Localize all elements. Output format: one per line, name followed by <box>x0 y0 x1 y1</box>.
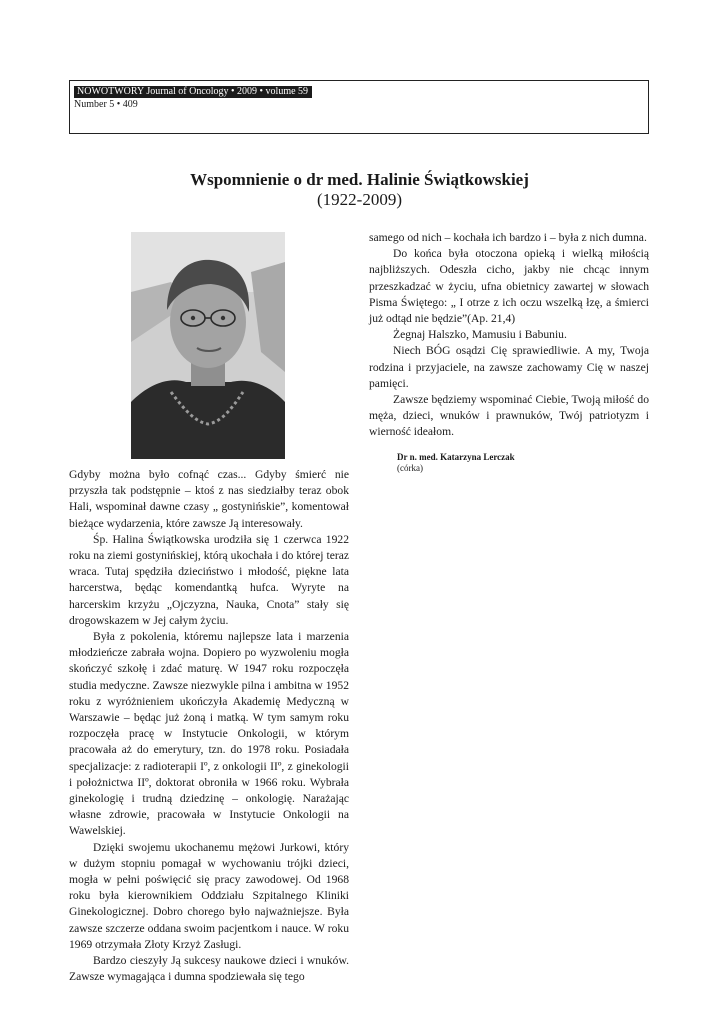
paragraph: Zawsze będziemy wspominać Ciebie, Twoją miłość do męża, dzieci, wnuków i prawnuków, Twój patriotyzm i wierność ideałom. <box>369 393 649 439</box>
right-column <box>369 230 649 441</box>
portrait-illustration <box>131 232 285 459</box>
left-column <box>69 467 349 986</box>
signature-role: (córka) <box>397 463 423 473</box>
signature-name: Dr n. med. Katarzyna Lerczak <box>397 452 515 462</box>
journal-title: NOWOTWORY Journal of Oncology • 2009 • volume 59 <box>74 86 312 98</box>
paragraph: Do końca była otoczona opieką i wielką miłością najbliższych. Odeszła cicho, jakby nie chcąc innym przeszkadzać w życiu, ufna obietnicy zawartej w słowach Pisma Świętego: „ I otrze z ich oczu wszelką łzę, a śmierci już odtąd nie będzie”(Ap. 21,4) <box>369 247 649 326</box>
article-title: Wspomnienie o dr med. Halinie Świątkowskiej <box>190 170 529 189</box>
paragraph: samego od nich – kochała ich bardzo i – była z nich dumna. <box>369 231 647 244</box>
paragraph: Niech BÓG osądzi Cię sprawiedliwie. A my, Twoja rodzina i przyjaciele, na zawsze zachowamy Cię w naszej pamięci. <box>369 344 649 390</box>
paragraph: Żegnaj Halszko, Mamusiu i Babuniu. <box>393 328 567 342</box>
portrait-photo <box>131 232 285 459</box>
paragraph: Była z pokolenia, któremu najlepsze lata i marzenia młodzieńcze zabrała wojna. Dopiero po wyzwoleniu mogła skończyć szkołę i zdać maturę. W 1947 roku rozpoczęła studia medyczne. Zawsze niezwykle pilna i ambitna w 1952 roku z wyróżnieniem ukończyła Akademię Medyczną w Warszawie – będąc już żoną i matką. W tym samym roku rozpoczęła pracę w Instytucie Onkologii, w którym pracowała aż do emerytury, tzn. do 1978 roku. Posiadała specjalizacje: z radioterapii Iº, z onkologii IIº, z ginekologii i położnictwa IIº, doktorat obroniła w 1966 roku. Wybrała ginekologię i trudną dziedzinę – onkologię. Narażając własne zdrowie, pracowała w Instytucie Onkologii na Wawelskiej. <box>69 630 349 838</box>
paragraph: Dzięki swojemu ukochanemu mężowi Jurkowi, który w dużym stopniu pomagał w wychowaniu trójki dzieci, mogła w pełni poświęcić się pracy zawodowej. Od 1968 roku była kierownikiem Oddziału Szpitalnego Kliniki Ginekologicznej. Dobro chorego było najważniejsze. Była zawsze szczerze oddana swoim pacjentkom i nauce. W roku 1969 otrzymała Złoty Krzyż Zasługi. <box>69 840 349 951</box>
journal-header-box <box>69 80 649 134</box>
issue-number: Number 5 • 409 <box>74 99 138 110</box>
article-years: (1922-2009) <box>317 190 402 209</box>
paragraph: Bardzo cieszyły Ją sukcesy naukowe dzieci i wnuków. Zawsze wymagająca i dumna spodziewała się tego <box>69 954 349 984</box>
paragraph: Gdyby można było cofnąć czas... Gdyby śmierć nie przyszła tak podstępnie – ktoś z nas siedziałby teraz obok Hali, wspominał dawne czasy „ gostynińskie”, komentował bieżące wydarzenia, które zawsze Ją interesowały. <box>69 468 349 530</box>
paragraph: Śp. Halina Świątkowska urodziła się 1 czerwca 1922 roku na ziemi gostynińskiej, którą ukochała i do której teraz wraca. Tutaj spędziła dzieciństwo i młodość, piękne lata harcerstwa, będąc komendantką hufca. Wyryte na harcerskim krzyżu „Ojczyzna, Nauka, Cnota” stały się drogowskazem w Jej całym życiu. <box>69 532 349 627</box>
